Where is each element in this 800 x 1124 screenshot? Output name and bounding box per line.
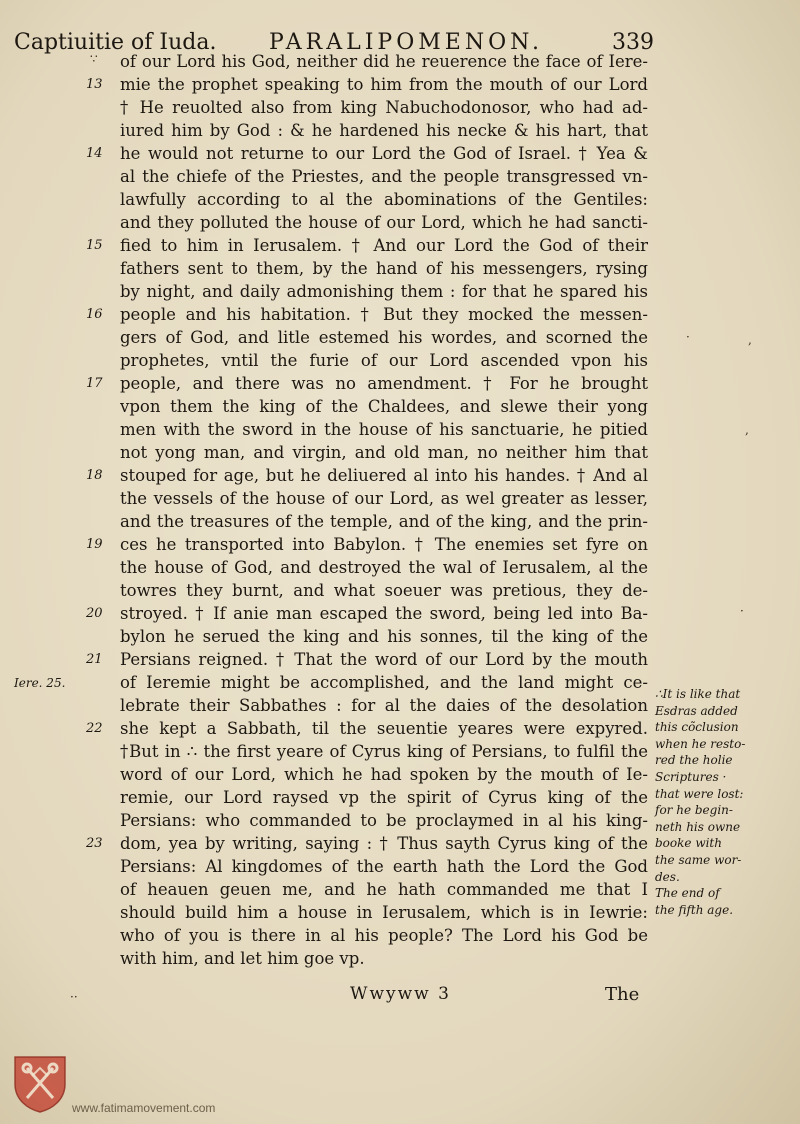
verse-number: 19	[86, 537, 103, 552]
text-line	[0, 96, 800, 119]
text-line	[0, 533, 800, 556]
line-text: ces he transported into Babylon. † The enemies set fyre on	[120, 535, 648, 554]
verse-number: 20	[86, 606, 103, 621]
line-text: dom, yea by writing, saying : † Thus sayth Cyrus king of the	[120, 834, 648, 853]
line-text: bylon he serued the king and his sonnes, til the king of the	[120, 627, 648, 646]
line-text: of our Lord his God, neither did he reuerence the face of Iere-	[120, 52, 648, 71]
marginal-note-line: the fifth age.	[655, 902, 734, 917]
line-text: the vessels of the house of our Lord, as wel greater as lesser,	[120, 489, 648, 508]
verse-number: 13	[86, 77, 103, 92]
text-line	[0, 73, 800, 96]
line-text: and the treasures of the temple, and of the king, and the prin-	[120, 512, 648, 531]
line-text: stroyed. † If anie man escaped the sword, being led into Ba-	[120, 604, 648, 623]
text-line	[0, 924, 800, 947]
line-text: who of you is there in al his people? The Lord his God be	[120, 926, 648, 945]
verse-number: 21	[86, 652, 103, 667]
line-text: Persians: Al kingdomes of the earth hath the Lord the God	[120, 857, 648, 876]
line-text: mie the prophet speaking to him from the mouth of our Lord	[120, 75, 648, 94]
marginal-note-line: des.	[655, 869, 680, 884]
text-line	[0, 602, 800, 625]
marginal-note-line: when he resto-	[655, 736, 746, 751]
line-text: with him, and let him goe vp.	[120, 949, 365, 968]
text-line	[0, 372, 800, 395]
text-line	[0, 464, 800, 487]
line-text: prophetes, vntil the furie of our Lord ascended vpon his	[120, 351, 648, 370]
marginal-note-line: booke with	[655, 836, 722, 851]
text-line	[0, 625, 800, 648]
line-text: Persians reigned. † That the word of our Lord by the mouth	[120, 650, 648, 669]
line-text: people, and there was no amendment. † For he brought	[120, 374, 648, 393]
line-text: of heauen geuen me, and he hath commanded me that I	[120, 880, 648, 899]
line-text: fathers sent to them, by the hand of his messengers, rysing	[120, 259, 648, 278]
text-line	[0, 510, 800, 533]
watermark-url: www.fatimamovement.com	[72, 1101, 216, 1115]
catchword: The	[605, 984, 640, 1005]
text-line	[0, 142, 800, 165]
text-line	[0, 119, 800, 142]
decorative-mark: ·	[686, 330, 690, 344]
marginal-note-line: that were lost:	[655, 786, 744, 801]
decorative-mark: ··	[70, 990, 78, 1004]
line-text: vpon them the king of the Chaldees, and slewe their yong	[120, 397, 648, 416]
line-text: fied to him in Ierusalem. † And our Lord the God of their	[120, 236, 648, 255]
signature-mark: Wwyww 3	[350, 984, 451, 1004]
line-text: remie, our Lord raysed vp the spirit of Cyrus king of the	[120, 788, 648, 807]
text-line	[0, 418, 800, 441]
line-text: by night, and daily admonishing them : for that he spared his	[120, 282, 648, 301]
marginal-note-line: The end of	[655, 886, 720, 901]
shield-logo-icon	[12, 1054, 68, 1114]
marginal-note-line: Esdras added	[655, 703, 738, 718]
decorative-mark: ,	[748, 333, 752, 347]
text-line	[0, 947, 800, 970]
line-text: should build him a house in Ierusalem, which is in Iewrie:	[120, 903, 648, 922]
verse-number: 22	[86, 721, 103, 736]
line-text: people and his habitation. † But they mocked the messen-	[120, 305, 648, 324]
text-line	[0, 579, 800, 602]
line-text: not yong man, and virgin, and old man, no neither him that	[120, 443, 648, 462]
line-text: † He reuolted also from king Nabuchodonosor, who had ad-	[120, 98, 648, 117]
line-text: stouped for age, but he deliuered al into his handes. † And al	[120, 466, 648, 485]
marginal-note-line: ∴It is like that	[655, 687, 741, 701]
text-line	[0, 441, 800, 464]
line-text: Persians: who commanded to be proclaymed in al his king-	[120, 811, 648, 830]
text-line	[0, 165, 800, 188]
running-head-title: Captiuitie of Iuda.	[14, 30, 217, 55]
marginal-note	[655, 686, 785, 918]
verse-number: 17	[86, 376, 103, 391]
verse-number: 23	[86, 836, 103, 851]
marginal-note-line: this cõclusion	[655, 720, 739, 735]
decorative-mark: ·	[740, 604, 744, 618]
line-text: of Ieremie might be accomplished, and the land might ce-	[120, 673, 648, 692]
decorative-mark: ∵	[90, 52, 98, 66]
line-text: †But in ∴ the first yeare of Cyrus king of Persians, to fulfil the	[120, 742, 648, 761]
line-text: lebrate their Sabbathes : for al the daies of the desolation	[120, 696, 648, 715]
line-text: towres they burnt, and what soeuer was pretious, they de-	[120, 581, 648, 600]
page-number: 339	[612, 30, 654, 55]
text-line	[0, 487, 800, 510]
marginal-note-line: Scriptures ·	[655, 769, 727, 784]
verse-number: 18	[86, 468, 103, 483]
verse-number: 16	[86, 307, 103, 322]
text-line	[0, 303, 800, 326]
text-line	[0, 349, 800, 372]
text-line	[0, 211, 800, 234]
running-head-book: PARALIPOMENON.	[269, 30, 543, 55]
verse-number: 14	[86, 146, 103, 161]
line-text: al the chiefe of the Priestes, and the people transgressed vn-	[120, 167, 648, 186]
text-line	[0, 257, 800, 280]
text-line	[0, 648, 800, 671]
text-line	[0, 234, 800, 257]
text-line	[0, 326, 800, 349]
line-text: word of our Lord, which he had spoken by the mouth of Ie-	[120, 765, 648, 784]
line-text: men with the sword in the house of his sanctuarie, he pitied	[120, 420, 648, 439]
page-footer	[0, 984, 800, 1010]
verse-number: 15	[86, 238, 103, 253]
text-line	[0, 280, 800, 303]
line-text: she kept a Sabbath, til the seuentie yeares were expyred.	[120, 719, 648, 738]
line-text: gers of God, and litle estemed his wordes, and scorned the	[120, 328, 648, 347]
text-line	[0, 556, 800, 579]
line-text: the house of God, and destroyed the wal of Ierusalem, al the	[120, 558, 648, 577]
text-line	[0, 188, 800, 211]
marginal-note-line: red the holie	[655, 753, 733, 768]
line-text: and they polluted the house of our Lord, which he had sancti-	[120, 213, 648, 232]
side-reference: Iere. 25.	[14, 676, 66, 690]
marginal-note-line: the same wor-	[655, 852, 742, 867]
line-text: iured him by God : & he hardened his necke & his hart, that	[120, 121, 648, 140]
line-text: lawfully according to al the abominations of the Gentiles:	[120, 190, 648, 209]
line-text: he would not returne to our Lord the God of Israel. † Yea &	[120, 144, 648, 163]
marginal-note-line: neth his owne	[655, 819, 741, 834]
marginal-note-line: for he begin-	[655, 803, 733, 818]
text-line	[0, 50, 800, 73]
decorative-mark: ,	[745, 423, 749, 437]
text-line	[0, 395, 800, 418]
